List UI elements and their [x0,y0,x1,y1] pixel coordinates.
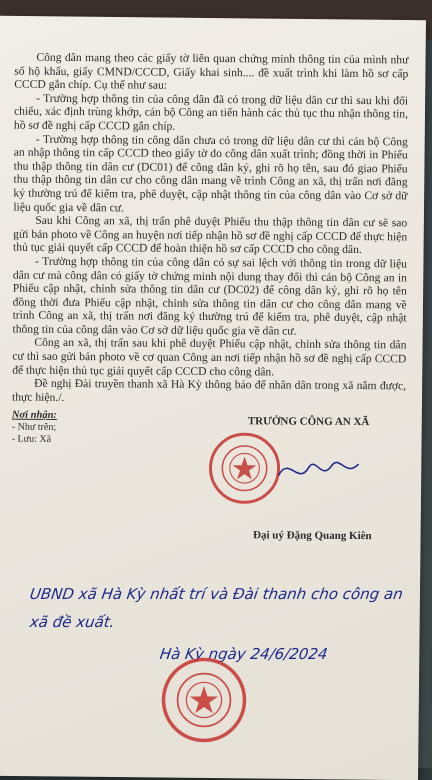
handwritten-date: Hà Kỳ ngày 24/6/2024 [158,645,329,663]
signature-row [11,410,406,563]
paragraph-case-1: - Trường hợp thông tin của công dân đã có trong dữ liệu dân cư thì sau khi đối chiếu, xác định trùng khớp, cán bộ Công an tiến hành các thủ tục thu nhận thông tin, hồ sơ đề nghị cấp CCCD gắn chíp. [13,91,409,133]
recipient-item: - Lưu: Xã [11,434,52,446]
commune-stamp [160,656,248,744]
official-stamp [207,431,282,506]
recipients-block [12,410,57,446]
signature-mark [273,446,363,497]
paragraph-intro: Công dân mang theo các giấy tờ liên quan chứng minh thông tin của mình như số hộ khẩu, giấy CMND/CCCD, Giấy khai sinh.... đề xuất trình khi làm hồ sơ cấp CCCD gắn chíp. Cụ thể như sau: [14,50,409,92]
recipient-item: - Như trên; [11,422,57,434]
paragraph-case-2: - Trường hợp thông tin công dân chưa có trong dữ liệu dân cư thì cán bộ Công an nhập thông tin cấp CCCD theo giấy tờ do công dân xuất trình; đồng thời in Phiếu thu thập thông tin dân cư (DC01) để công dân ký, ghi rõ họ tên, sau đó giao Phiếu thu thập thông tin dân cư cho công dân mang về trình Công an xã, thị trấn nơi đăng ký thường trú để kiểm tra, phê duyệt, cập nhật thông tin của công dân vào Cơ sở dữ liệu quốc gia về dân cư. [13,132,408,214]
handwritten-line: xã đề xuất. [28,613,116,631]
handwritten-line: UBND xã Hà Kỳ nhất trí và Đài thanh cho công an [28,585,405,603]
paragraph-case-2-followup: Sau khi Công an xã, thị trấn phê duyệt Phiếu thu thập thông tin dân cư sẽ sao gửi bản photo về Công an huyện nơi tiếp nhận hồ sơ đề nghị cấp CCCD để thực hiện thủ tục giải quyết cấp CCCD để hoàn thiện hồ sơ cấp CCCD cho công dân. [13,213,408,257]
signer-name: Đại uý Đặng Quang Kiên [253,529,372,543]
recipients-title: Nơi nhận: [11,410,57,422]
paragraph-request: Đề nghị Đài truyền thanh xã Hà Kỳ thông báo để nhân dân trong xã nắm được, thực hiện./. [11,377,407,404]
signer-title: TRƯỞNG CÔNG AN XÃ [247,415,370,429]
paragraph-case-3-followup: Công an xã, thị trấn sau khi phê duyệt Phiếu cập nhật, chỉnh sửa thông tin dân cư thì sao gửi bản photo về cơ quan Công an nơi tiếp nhận hồ sơ đề nghị cấp CCCD để thực hiện thủ tục giải quyết cấp CCCD cho công dân. [12,336,407,379]
paragraph-case-3: - Trường hợp thông tin của công dân có sự sai lệch với thông tin trong dữ liệu dân cư mà công dân có giấy tờ chứng minh nội dung thay đổi thì cán bộ Công an in Phiếu cập nhật, chỉnh sửa thông tin dân cư (DC02) để công dân ký, ghi rõ họ tên đồng thời đưa Phiếu cập nhật, chỉnh sửa thông tin dân cư cho công dân mang về trình Công an xã, thị trấn nơi đăng ký thường trú để kiểm tra, phê duyệt, cập nhật thông tin của công dân vào Cơ sở dữ liệu quốc gia về dân cư. [12,254,408,338]
